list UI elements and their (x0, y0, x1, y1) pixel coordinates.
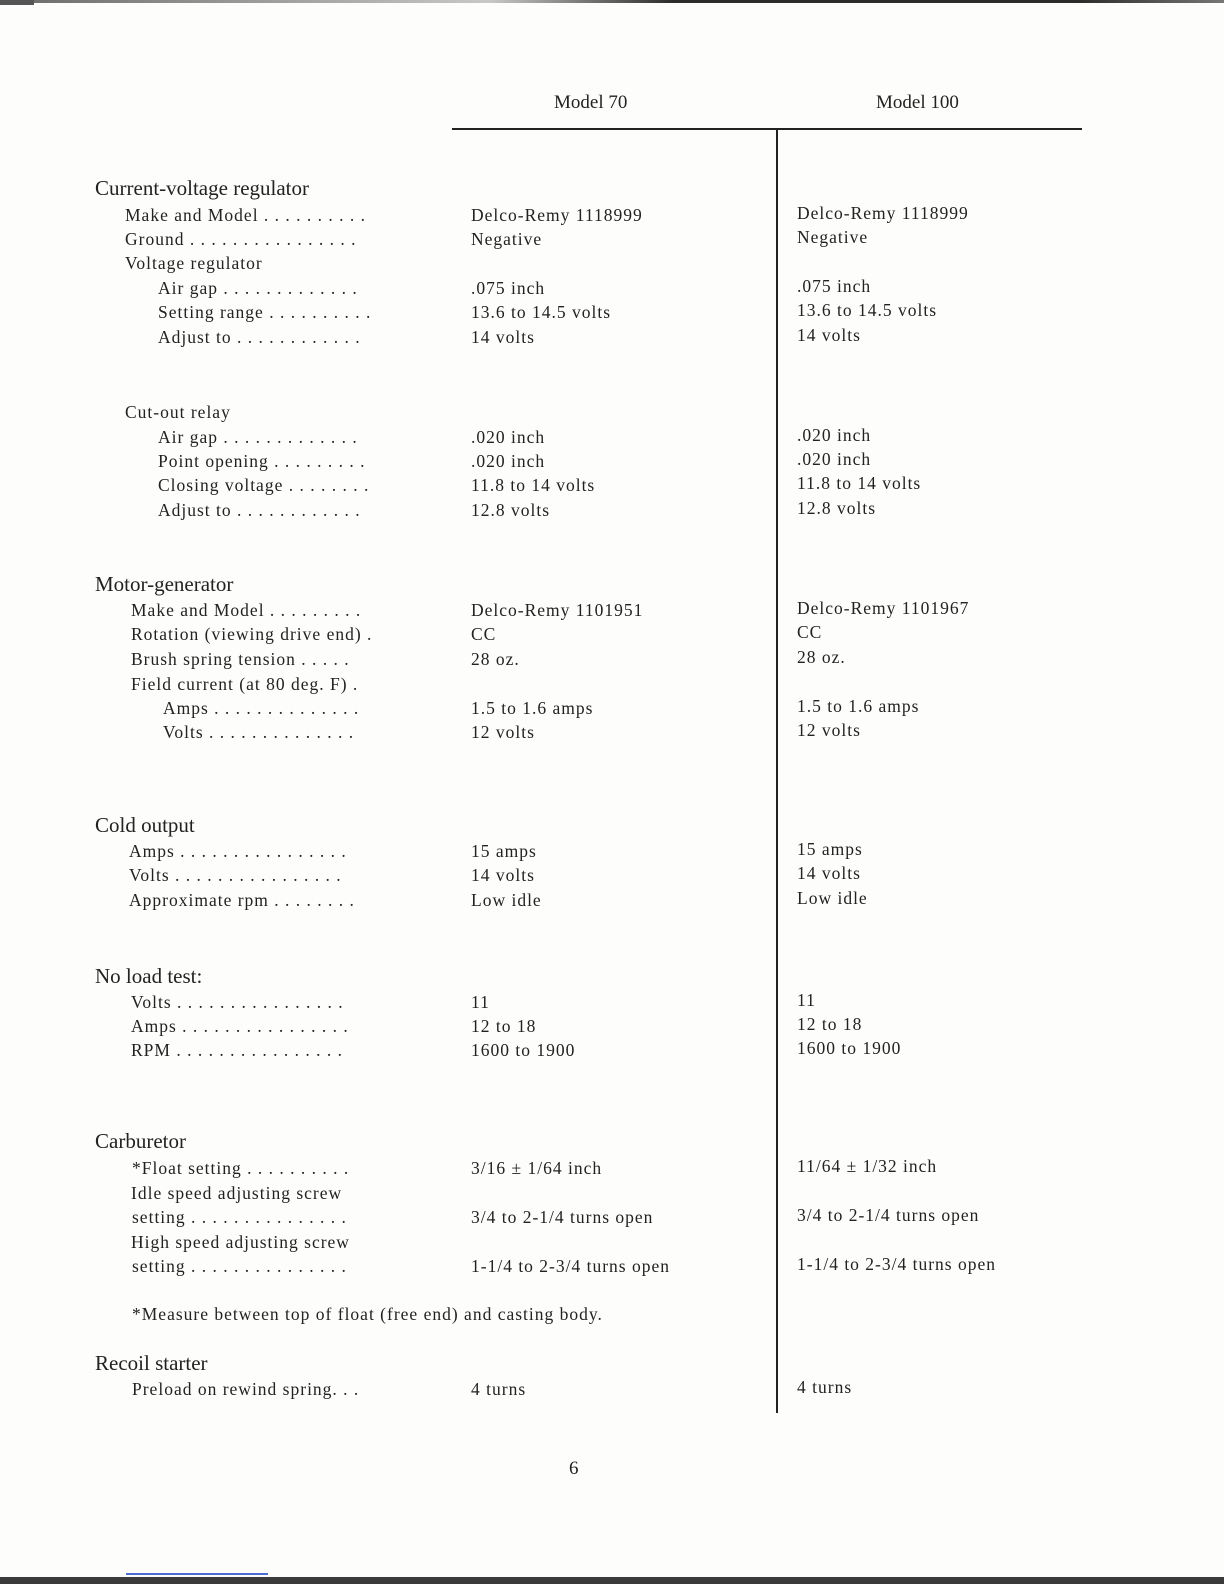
model-100-value: 15 amps (797, 839, 863, 859)
model-100-value: 11/64 ± 1/32 inch (797, 1156, 938, 1176)
model-70-value: .020 inch (471, 427, 546, 447)
spec-label: Amps . . . . . . . . . . . . . . . . (131, 1016, 349, 1036)
column-header-model-100: Model 100 (876, 92, 959, 113)
spec-label: RPM . . . . . . . . . . . . . . . . (131, 1040, 343, 1060)
model-70-value: 11.8 to 14 volts (471, 475, 596, 495)
model-70-value: 13.6 to 14.5 volts (471, 302, 612, 322)
model-100-value: .020 inch (797, 449, 872, 469)
spec-label: Amps . . . . . . . . . . . . . . . . (129, 841, 347, 861)
model-70-value: Negative (471, 229, 543, 249)
spec-label: Volts . . . . . . . . . . . . . . . . (129, 865, 342, 885)
spec-label: Adjust to . . . . . . . . . . . . (158, 500, 361, 520)
spec-label: setting . . . . . . . . . . . . . . . (132, 1207, 347, 1227)
spec-label: Rotation (viewing drive end) . (131, 624, 373, 644)
model-100-value: 14 volts (797, 325, 861, 345)
model-100-value: 1.5 to 1.6 amps (797, 696, 920, 716)
model-70-value: 14 volts (471, 865, 535, 885)
model-70-value: 1.5 to 1.6 amps (471, 698, 594, 718)
column-divider (776, 129, 778, 1413)
model-100-value: CC (797, 622, 823, 642)
scan-edge-bottom (0, 1577, 1224, 1584)
model-70-value: 12 volts (471, 722, 535, 742)
header-rule (452, 128, 1082, 130)
carburetor-footnote: *Measure between top of float (free end) and casting body. (132, 1304, 603, 1324)
spec-sublabel: Idle speed adjusting screw (131, 1183, 343, 1203)
model-100-value: 1600 to 1900 (797, 1038, 902, 1058)
model-100-value: 3/4 to 2-1/4 turns open (797, 1205, 980, 1225)
spec-label: Preload on rewind spring. . . (132, 1379, 360, 1399)
spec-label: Point opening . . . . . . . . . (158, 451, 366, 471)
spec-sublabel: Cut-out relay (125, 402, 231, 422)
scan-edge-bottom-mark (126, 1573, 268, 1575)
spec-label: Air gap . . . . . . . . . . . . . (158, 427, 358, 447)
spec-sublabel: Field current (at 80 deg. F) . (131, 674, 359, 694)
section-title: No load test: (95, 964, 203, 988)
model-100-value: Low idle (797, 888, 868, 908)
section-title: Cold output (95, 813, 195, 837)
spec-label: Adjust to . . . . . . . . . . . . (158, 327, 361, 347)
model-70-value: 15 amps (471, 841, 537, 861)
model-100-value: 12 to 18 (797, 1014, 863, 1034)
model-70-value: Delco-Remy 1118999 (471, 205, 643, 225)
scan-edge-top (0, 0, 1224, 3)
model-70-value: .075 inch (471, 278, 546, 298)
spec-label: Brush spring tension . . . . . (131, 649, 350, 669)
spec-sublabel: High speed adjusting screw (131, 1232, 350, 1252)
model-100-value: 1-1/4 to 2-3/4 turns open (797, 1254, 997, 1274)
scan-edge-top-left (0, 0, 34, 5)
spec-sublabel: Voltage regulator (125, 253, 263, 273)
model-70-value: 11 (471, 992, 490, 1012)
model-100-value: 28 oz. (797, 647, 846, 667)
section-title: Motor-generator (95, 572, 234, 596)
spec-label: Approximate rpm . . . . . . . . (129, 890, 355, 910)
spec-label: Closing voltage . . . . . . . . (158, 475, 370, 495)
spec-label: Ground . . . . . . . . . . . . . . . . (125, 229, 357, 249)
model-70-value: CC (471, 624, 497, 644)
model-70-value: 12 to 18 (471, 1016, 537, 1036)
model-70-value: .020 inch (471, 451, 546, 471)
model-70-value: 3/4 to 2-1/4 turns open (471, 1207, 654, 1227)
model-100-value: 12 volts (797, 720, 861, 740)
model-100-value: 13.6 to 14.5 volts (797, 300, 938, 320)
section-title: Recoil starter (95, 1351, 208, 1375)
model-70-value: Low idle (471, 890, 542, 910)
spec-label: Volts . . . . . . . . . . . . . . . . (131, 992, 344, 1012)
model-100-value: 11.8 to 14 volts (797, 473, 922, 493)
model-70-value: 1-1/4 to 2-3/4 turns open (471, 1256, 671, 1276)
model-100-value: Delco-Remy 1118999 (797, 203, 969, 223)
model-100-value: 12.8 volts (797, 498, 877, 518)
spec-label: Amps . . . . . . . . . . . . . . (163, 698, 360, 718)
column-header-model-70: Model 70 (554, 92, 628, 113)
model-100-value: .075 inch (797, 276, 872, 296)
model-70-value: 3/16 ± 1/64 inch (471, 1158, 603, 1178)
page-number: 6 (569, 1458, 579, 1479)
model-70-value: 28 oz. (471, 649, 520, 669)
model-70-value: Delco-Remy 1101951 (471, 600, 644, 620)
spec-label: Make and Model . . . . . . . . . . (125, 205, 367, 225)
model-100-value: Negative (797, 227, 869, 247)
model-100-value: 4 turns (797, 1377, 853, 1397)
spec-label: *Float setting . . . . . . . . . . (132, 1158, 350, 1178)
model-100-value: 14 volts (797, 863, 861, 883)
model-100-value: .020 inch (797, 425, 872, 445)
model-70-value: 14 volts (471, 327, 535, 347)
section-title: Carburetor (95, 1129, 186, 1153)
spec-label: Setting range . . . . . . . . . . (158, 302, 372, 322)
model-70-value: 1600 to 1900 (471, 1040, 576, 1060)
spec-label: setting . . . . . . . . . . . . . . . (132, 1256, 347, 1276)
spec-label: Air gap . . . . . . . . . . . . . (158, 278, 358, 298)
model-70-value: 4 turns (471, 1379, 527, 1399)
model-100-value: 11 (797, 990, 816, 1010)
section-title: Current-voltage regulator (95, 176, 309, 200)
model-70-value: 12.8 volts (471, 500, 551, 520)
spec-label: Make and Model . . . . . . . . . (131, 600, 362, 620)
model-100-value: Delco-Remy 1101967 (797, 598, 970, 618)
spec-label: Volts . . . . . . . . . . . . . . (163, 722, 355, 742)
